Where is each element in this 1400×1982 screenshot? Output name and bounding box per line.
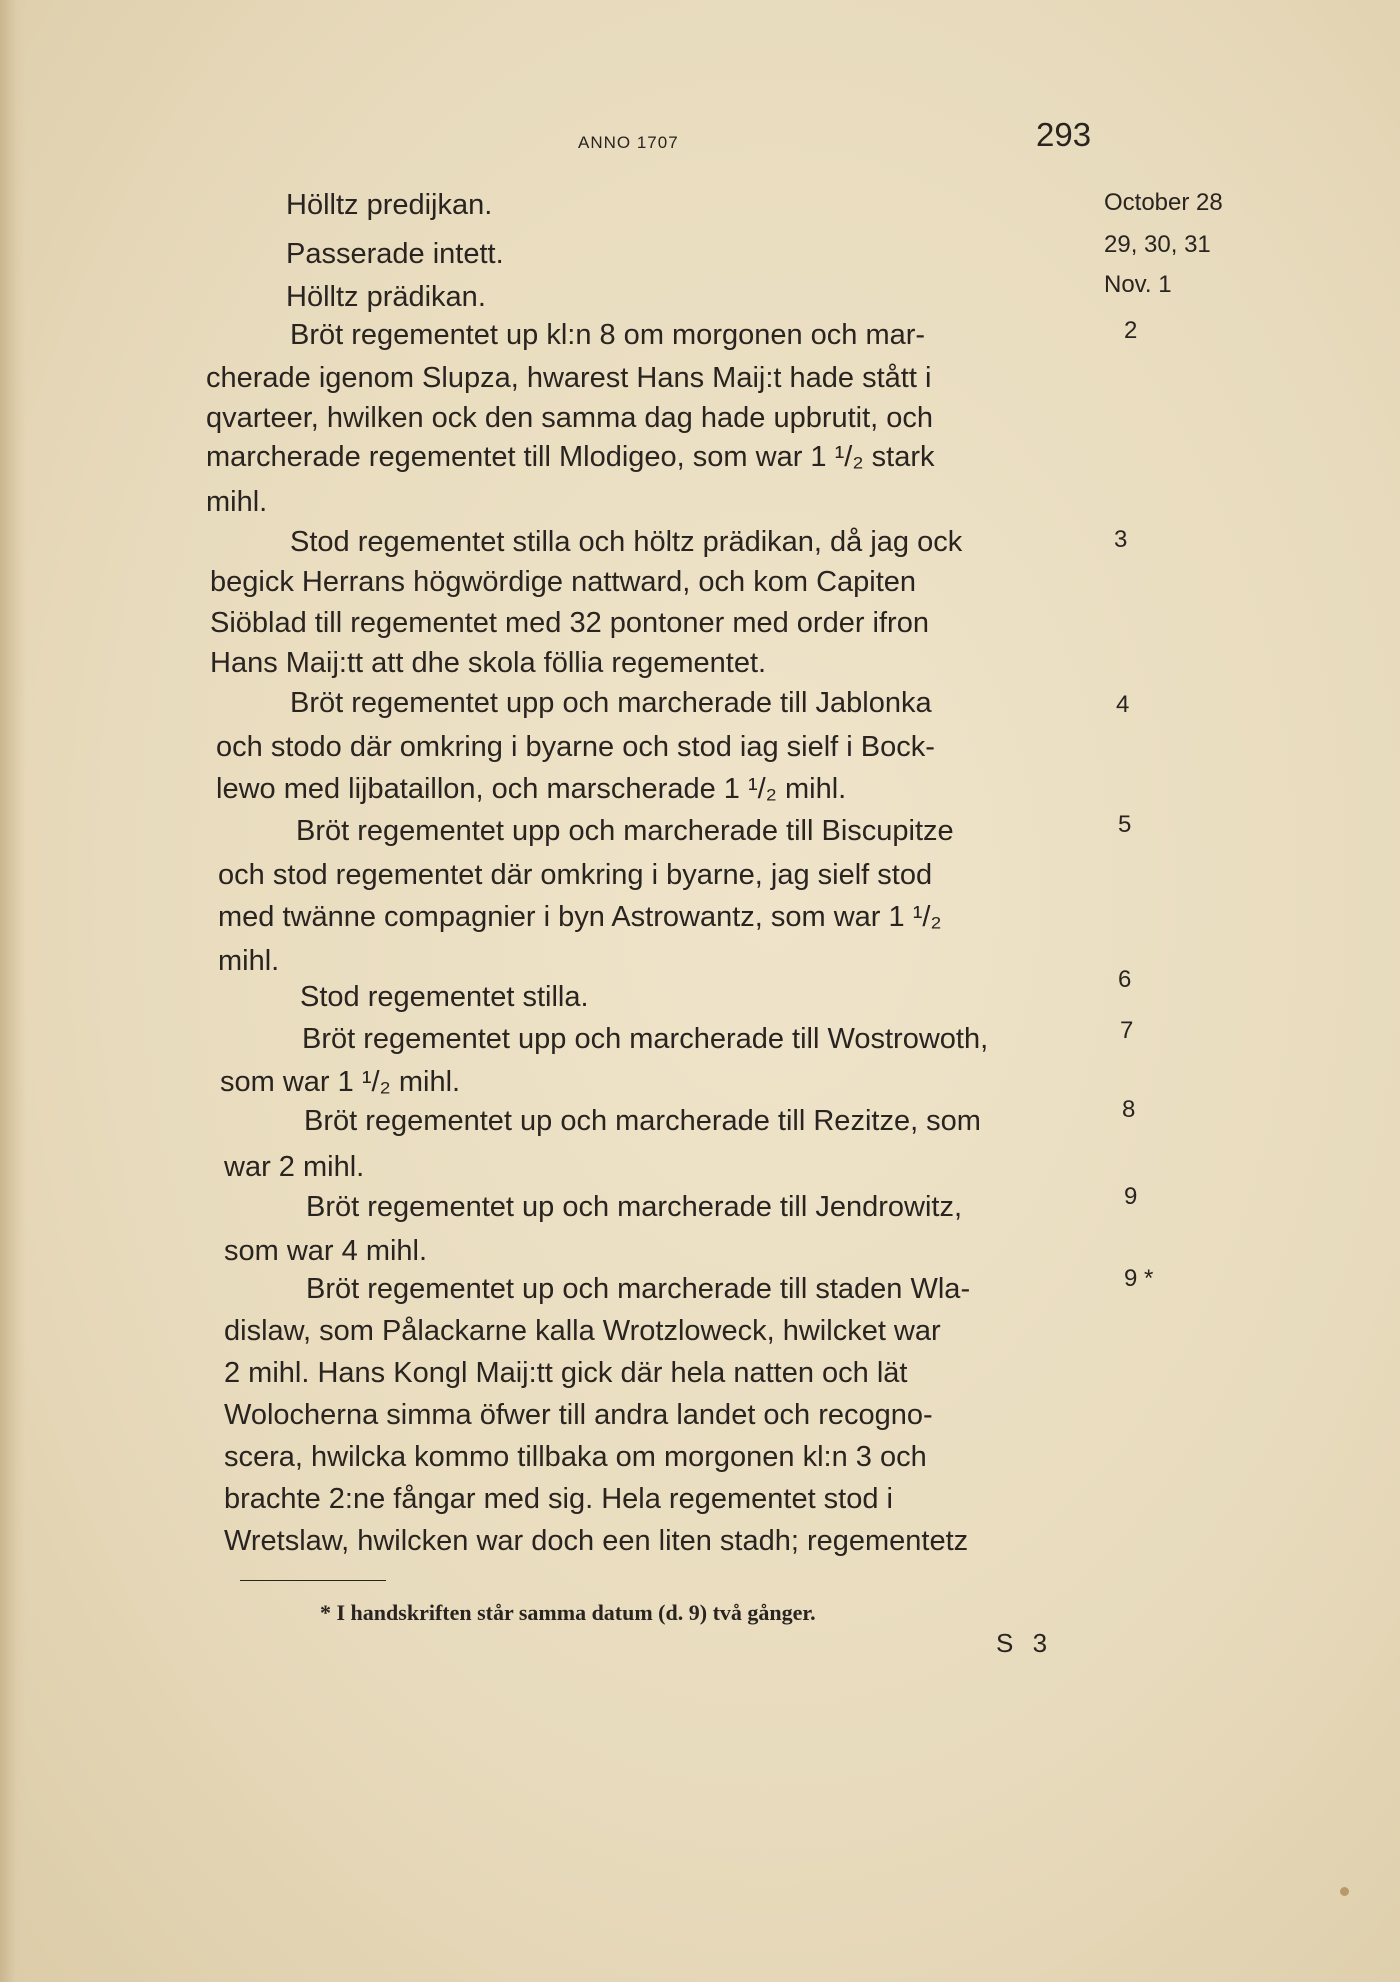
text-line: scera, hwilcka kommo tillbaka om morgonen kl:n 3 och	[224, 1441, 927, 1473]
margin-date: 29, 30, 31	[1104, 231, 1211, 258]
text-line: Siöblad till regementet med 32 pontoner med order ifron	[210, 607, 929, 639]
margin-date: 4	[1116, 691, 1130, 718]
footnote-rule	[240, 1580, 386, 1581]
text-line: Bröt regementet up och marcherade till Jendrowitz,	[306, 1191, 963, 1223]
text-line: med twänne compagnier i byn Astrowantz, som war 1 ¹/₂	[218, 901, 942, 933]
text-line: som war 1 ¹/₂ mihl.	[220, 1066, 461, 1098]
margin-date: 6	[1118, 966, 1132, 993]
page-edge	[0, 0, 26, 1982]
margin-date: 9 *	[1124, 1265, 1154, 1292]
margin-date: 9	[1124, 1183, 1138, 1210]
text-line: Hans Maij:tt att dhe skola föllia regementet.	[210, 647, 767, 679]
text-line: som war 4 mihl.	[224, 1235, 428, 1267]
text-line: dislaw, som Pålackarne kalla Wrotzloweck, hwilcket war	[224, 1315, 941, 1347]
page-number: 293	[1036, 116, 1092, 153]
margin-date: October 28	[1104, 189, 1223, 216]
text-line: Wolocherna simma öfwer till andra landet och recogno-	[224, 1399, 933, 1431]
text-line: brachte 2:ne fångar med sig. Hela regementet stod i	[224, 1483, 893, 1515]
text-line: Hölltz predijkan.	[286, 189, 493, 221]
paper-spot	[1340, 1887, 1349, 1896]
text-line: Stod regementet stilla och höltz prädikan, då jag ock	[290, 526, 963, 558]
text-line: qvarteer, hwilken ock den samma dag hade upbrutit, och	[206, 402, 934, 434]
running-head: ANNO 1707	[578, 133, 679, 152]
text-line: war 2 mihl.	[224, 1151, 365, 1183]
text-line: marcherade regementet till Mlodigeo, som war 1 ¹/₂ stark	[206, 441, 935, 473]
text-line: 2 mihl. Hans Kongl Maij:tt gick där hela natten och lät	[224, 1357, 908, 1389]
text-line: mihl.	[206, 486, 268, 518]
text-line: Bröt regementet upp och marcherade till Biscupitze	[296, 815, 954, 847]
footnote: * I handskriften står samma datum (d. 9) två gånger.	[320, 1600, 816, 1625]
margin-date: 7	[1120, 1017, 1134, 1044]
signature-mark: S 3	[996, 1628, 1054, 1658]
margin-date: Nov. 1	[1104, 271, 1172, 298]
text-line: Bröt regementet up och marcherade till staden Wla-	[306, 1273, 971, 1305]
text-line: Bröt regementet up och marcherade till Rezitze, som	[304, 1105, 981, 1137]
text-line: begick Herrans högwördige nattward, och kom Capiten	[210, 566, 917, 598]
margin-date: 3	[1114, 526, 1128, 553]
text-line: Stod regementet stilla.	[300, 981, 589, 1013]
margin-date: 8	[1122, 1096, 1136, 1123]
text-line: Bröt regementet upp och marcherade till Jablonka	[290, 687, 932, 719]
margin-date: 5	[1118, 811, 1132, 838]
text-line: och stod regementet där omkring i byarne, jag sielf stod	[218, 859, 933, 891]
text-line: cherade igenom Slupza, hwarest Hans Maij:t hade stått i	[206, 362, 932, 394]
text-line: lewo med lijbataillon, och marscherade 1 ¹/₂ mihl.	[216, 773, 847, 805]
text-line: och stodo där omkring i byarne och stod iag sielf i Bock-	[216, 731, 935, 763]
text-line: Bröt regementet upp och marcherade till Wostrowoth,	[302, 1023, 989, 1055]
text-line: mihl.	[218, 945, 280, 977]
text-line: Passerade intett.	[286, 238, 504, 270]
text-line: Hölltz prädikan.	[286, 281, 486, 313]
text-line: Bröt regementet up kl:n 8 om morgonen och mar-	[290, 319, 926, 351]
text-line: Wretslaw, hwilcken war doch een liten stadh; regementetz	[224, 1525, 969, 1557]
margin-date: 2	[1124, 317, 1138, 344]
